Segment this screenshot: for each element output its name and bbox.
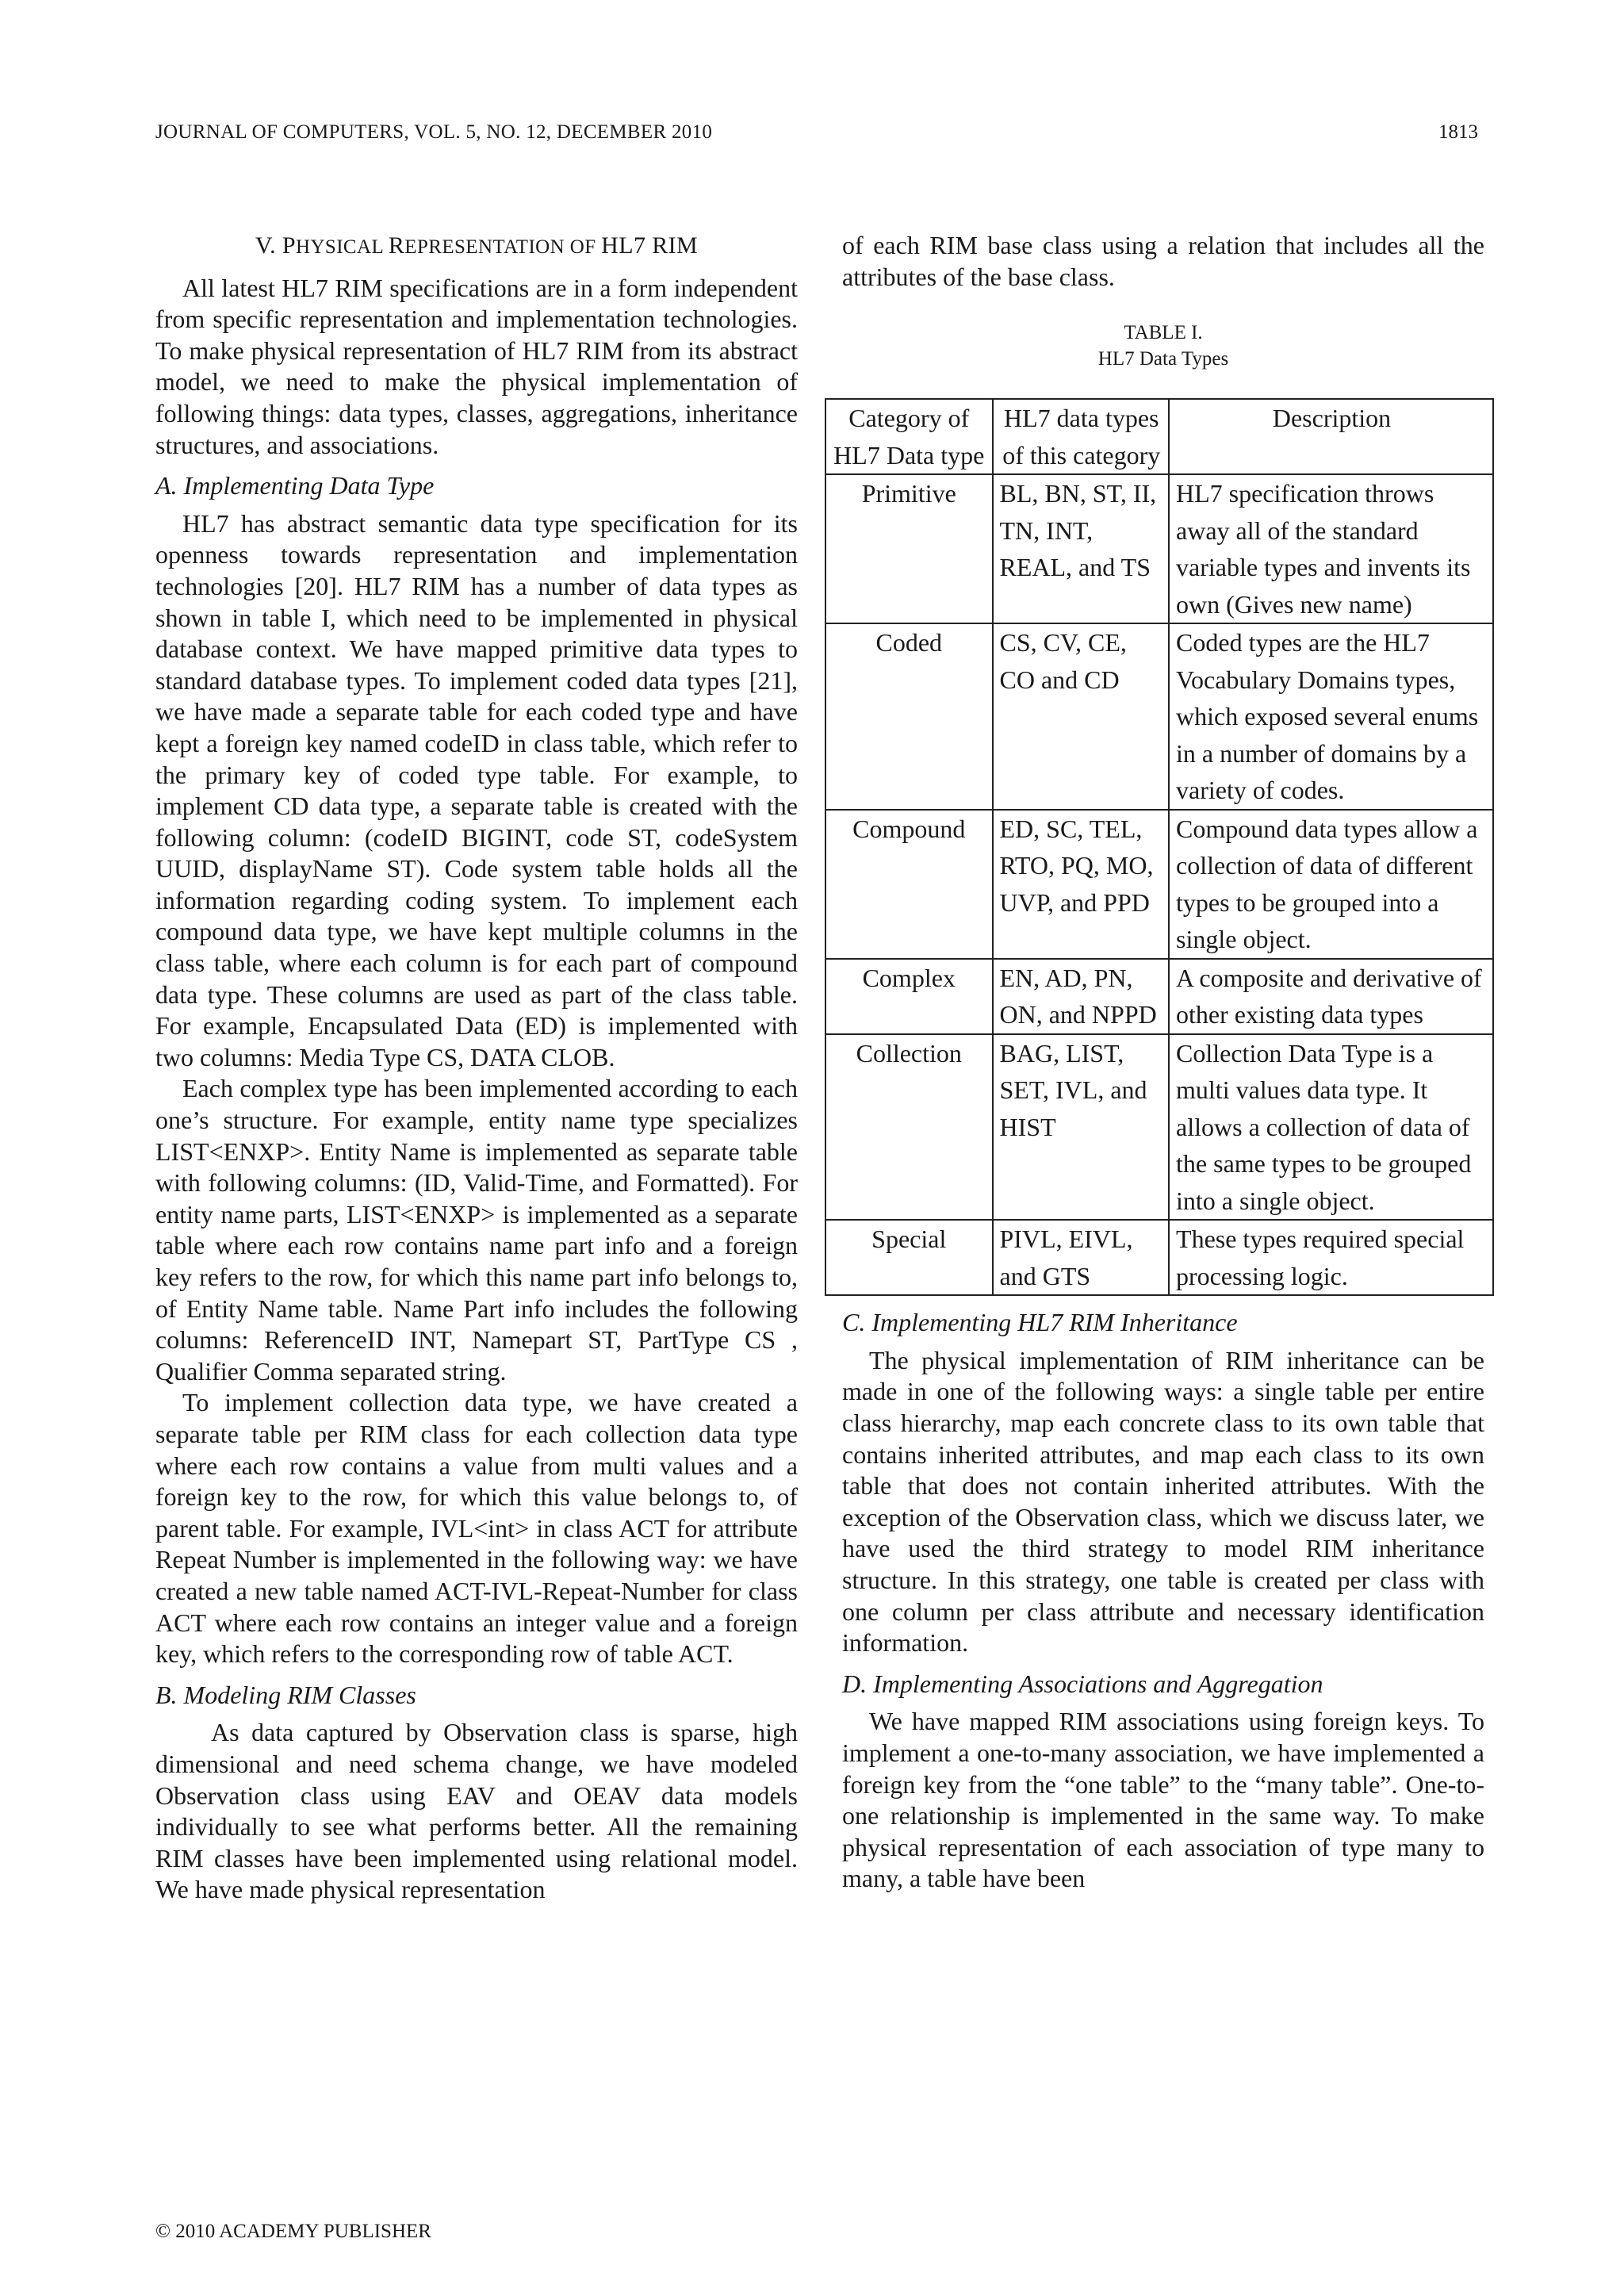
intro-paragraph: All latest HL7 RIM specifications are in a form independent from specific representation and implementation technologies. To make physical representation of HL7 RIM from its abstract model, we need to make the physical implementation of following things: data types, classes, aggregations, inheritance structures, and associations.: [155, 273, 798, 459]
table-cell: Primitive: [825, 474, 993, 623]
page-number: 1813: [1438, 121, 1478, 143]
subsection-d-paragraph-1: We have mapped RIM associations using foreign keys. To implement a one-to-many association, we have implemented a foreign key from the “one table” to the “many table”. One-to-one relationship is implemented in the same way. To make physical representation of each association of type many to many, a table have been: [842, 1707, 1484, 1893]
section-title-part1: HYSICAL: [295, 236, 389, 258]
table-cell: Compound data types allow a collection of data of different types to be grouped into a single object.: [1169, 810, 1493, 959]
subsection-c-paragraph-1: The physical implementation of RIM inheritance can be made in one of the following ways: a single table per entire class hierarchy, map each concrete class to its own table that contains inherited attributes, and map each class to its own table that does not contain inherited attributes. With the exception of the Observation class, which we discuss later, we have used the third strategy to model RIM inheritance structure. In this strategy, one table is created per class with one column per class attribute and necessary identification information.: [842, 1345, 1484, 1658]
table-row: [825, 810, 1493, 959]
table-header-row: [825, 399, 1493, 474]
table-cell: These types required special processing logic.: [1169, 1220, 1493, 1295]
section-numeral: V.: [255, 232, 276, 259]
data-types-table: [825, 398, 1494, 1296]
table-caption: [842, 320, 1484, 372]
section-title-cap-p: P: [282, 232, 296, 259]
table-header-cell: Description: [1169, 399, 1493, 474]
running-header: [155, 117, 1478, 148]
subsection-b-paragraph-1: As data captured by Observation class is sparse, high dimensional and need schema change, we have modeled Observation class using EAV and OEAV data models individually to see what performs better. All the remaining RIM classes have been implemented using relational model. We have made physical representation: [155, 1718, 798, 1904]
table-cell: Collection Data Type is a multi values data type. It allows a collection of data of the same types to be grouped into a single object.: [1169, 1034, 1493, 1221]
table-row: [825, 623, 1493, 810]
copyright-footer: © 2010 ACADEMY PUBLISHER: [155, 2221, 431, 2242]
table-cell: ED, SC, TEL, RTO, PQ, MO, UVP, and PPD: [993, 810, 1170, 959]
table-title: HL7 Data Types: [1097, 348, 1229, 370]
section-heading: [155, 230, 798, 263]
section-title-part2: EPRESENTATION OF: [404, 236, 602, 258]
table-row: [825, 1034, 1493, 1221]
table-cell: Compound: [825, 810, 993, 959]
left-column: [155, 230, 798, 1906]
right-column: [833, 230, 1484, 1895]
table-row: [825, 1220, 1493, 1295]
table-cell: A composite and derivative of other existing data types: [1169, 959, 1493, 1034]
table-cell: Coded types are the HL7 Vocabulary Domains types, which exposed several enums in a number of domains by a variety of codes.: [1169, 623, 1493, 810]
table-cell: BAG, LIST, SET, IVL, and HIST: [993, 1034, 1170, 1221]
table-cell: CS, CV, CE, CO and CD: [993, 623, 1170, 810]
table-cell: Special: [825, 1220, 993, 1295]
subsection-d-heading: D. Implementing Associations and Aggregation: [842, 1669, 1323, 1698]
table-label: TABLE I.: [1124, 322, 1203, 344]
section-title-end: HL7 RIM: [601, 232, 699, 259]
subsection-a-heading: A. Implementing Data Type: [155, 471, 435, 500]
journal-title: JOURNAL OF COMPUTERS, VOL. 5, NO. 12, DECEMBER 2010: [155, 121, 713, 143]
subsection-c-heading: C. Implementing HL7 RIM Inheritance: [842, 1308, 1238, 1337]
table-cell: BL, BN, ST, II, TN, INT, REAL, and TS: [993, 474, 1170, 623]
section-title-cap-r: R: [388, 232, 405, 259]
table-cell: Collection: [825, 1034, 993, 1221]
table-cell: PIVL, EIVL, and GTS: [993, 1220, 1170, 1295]
continued-paragraph: of each RIM base class using a relation that includes all the attributes of the base class.: [842, 231, 1484, 291]
table-row: [825, 474, 1493, 623]
table-row: [825, 959, 1493, 1034]
subsection-a-paragraph-2: Each complex type has been implemented according to each one’s structure. For example, entity name type specializes LIST<ENXP>. Entity Name is implemented as separate table with following columns: (ID, Valid-Time, and Formatted). For entity name parts, LIST<ENXP> is implemented as a separate table where each row contains name part info and a foreign key refers to the row, for which this name part info belongs to, of Entity Name table. Name Part info includes the following columns: ReferenceID INT, Namepart ST, PartType CS , Qualifier Comma separated string.: [155, 1074, 798, 1386]
table-header-cell: Category of HL7 Data type: [825, 399, 993, 474]
table-cell: Complex: [825, 959, 993, 1034]
subsection-a-paragraph-3: To implement collection data type, we have created a separate table per RIM class for each collection data type where each row contains a value from multi values and a foreign key to the row, for which this value belongs to, of parent table. For example, IVL<int> in class ACT for attribute Repeat Number is implemented in the following way: we have created a new table named ACT-IVL-Repeat-Number for class ACT where each row contains an integer value and a foreign key, which refers to the corresponding row of table ACT.: [155, 1388, 798, 1669]
table-header-cell: HL7 data types of this category: [993, 399, 1170, 474]
subsection-b-heading: B. Modeling RIM Classes: [155, 1680, 416, 1709]
table-cell: HL7 specification throws away all of the standard variable types and invents its own (Gives new name): [1169, 474, 1493, 623]
subsection-a-paragraph-1: HL7 has abstract semantic data type specification for its openness towards representation and implementation technologies [20]. HL7 RIM has a number of data types as shown in table I, which need to be implemented in physical database context. We have mapped primitive data types to standard database types. To implement coded data types [21], we have made a separate table for each coded type and have kept a foreign key named codeID in class table, which refer to the primary key of coded type table. For example, to implement CD data type, a separate table is created with the following column: (codeID BIGINT, code ST, codeSystem UUID, displayName ST). Code system table holds all the information regarding coding system. To implement each compound data type, we have kept multiple columns in the class table, where each column is for each part of compound data type. These columns are used as part of the class table. For example, Encapsulated Data (ED) is implemented with two columns: Media Type CS, DATA CLOB.: [155, 508, 798, 1071]
table-cell: EN, AD, PN, ON, and NPPD: [993, 959, 1170, 1034]
table-cell: Coded: [825, 623, 993, 810]
